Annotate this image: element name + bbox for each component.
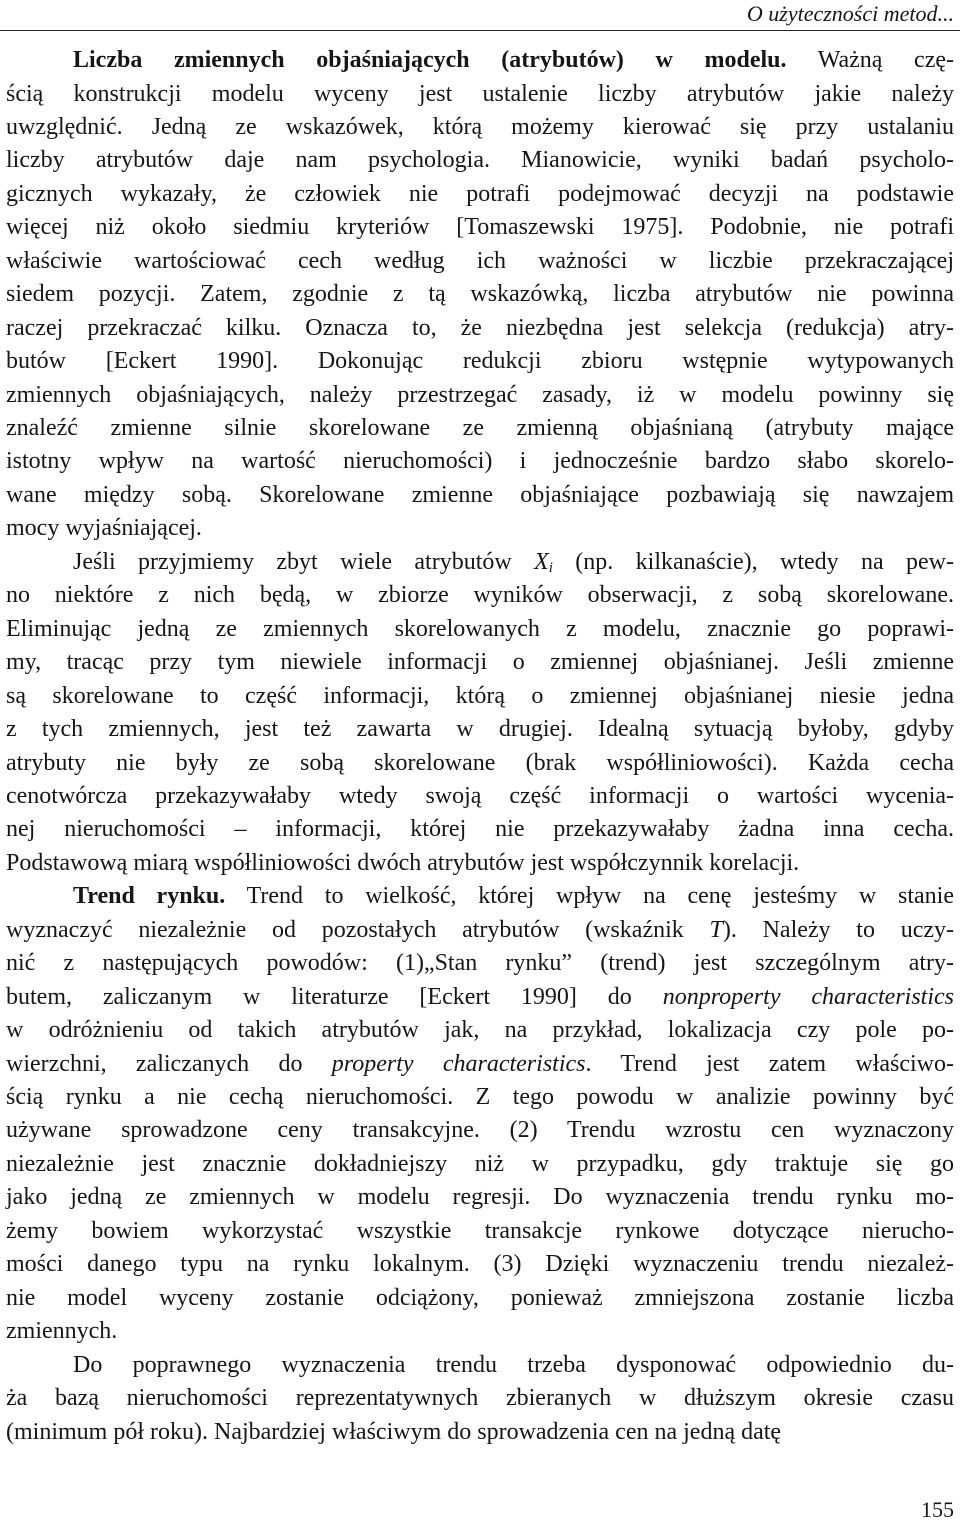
text-run: zmiennych.: [6, 1318, 118, 1345]
text-run: ścią rynku a nie cechą nieruchomości. Z tego powodu w analizie powinny być: [6, 1084, 954, 1110]
text-line: [6, 345, 954, 378]
text-run: wane między sobą. Skorelowane zmienne objaśniające pozbawiają się nawzajem: [6, 481, 954, 508]
text-run: my, tracąc przy tym niewiele informacji o zmiennej objaśnianej. Jeśli zmienne: [6, 649, 954, 676]
italic-run: i: [548, 559, 553, 576]
text-line: [6, 379, 954, 412]
text-line: [6, 144, 954, 177]
text-run: zmiennych objaśniających, należy przestrzegać zasady, iż w modelu powinny się: [6, 381, 954, 408]
text-run: wyznaczyć niezależnie od pozostałych atrybutów (wskaźnik: [6, 916, 710, 943]
text-run: wierzchni, zaliczanych do: [6, 1050, 332, 1077]
text-line: [6, 680, 954, 713]
text-line: [6, 1282, 954, 1315]
text-line: [6, 914, 954, 947]
text-run: siedem pozycji. Zatem, zgodnie z tą wskazówką, liczba atrybutów nie powinna: [6, 281, 954, 308]
text-line: [6, 1215, 954, 1248]
text-run: (np. kilkanaście), wtedy na pew-: [552, 548, 955, 575]
text-run: . Trend jest zatem właściwo-: [585, 1050, 954, 1077]
italic-run: T: [709, 916, 723, 943]
text-line: [6, 412, 954, 445]
text-line: [6, 1181, 954, 1214]
text-run: ża bazą nieruchomości reprezentatywnych zbieranych w dłuższym okresie czasu: [6, 1385, 954, 1411]
text-line: [6, 613, 954, 646]
text-line: [6, 1081, 954, 1114]
text-line: [6, 847, 954, 880]
text-run: Trend to wielkość, której wpływ na cenę jesteśmy w stanie: [225, 883, 954, 910]
text-run: Ważną czę-: [786, 47, 954, 73]
text-line: [6, 1048, 954, 1081]
text-run: cenotwórcza przekazywałaby wtedy swoją część informacji o wartości wycenia-: [6, 782, 954, 809]
text-run: (minimum pół roku). Najbardziej właściwym do sprowadzenia cen na jedną datę: [6, 1418, 782, 1445]
text-run: są skorelowane to część informacji, którą o zmiennej objaśnianej niesie jedna: [6, 682, 954, 709]
text-run: Jeśli przyjmiemy zbyt wiele atrybutów: [73, 548, 535, 575]
italic-run: nonproperty characteristics: [662, 983, 954, 1010]
text-run: liczby atrybutów daje nam psychologia. Mianowicie, wyniki badań psycholo-: [6, 147, 954, 174]
text-run: istotny wpływ na wartość nieruchomości) i jednocześnie bardzo słabo skorelo-: [6, 448, 954, 475]
text-run: z tych zmiennych, jest też zawarta w drugiej. Idealną sytuacją byłoby, gdyby: [6, 716, 954, 742]
text-run: używane sprowadzone ceny transakcyjne. (2) Trendu wzrostu cen wyznaczony: [6, 1117, 954, 1144]
text-line: [6, 1315, 954, 1348]
text-line: [6, 178, 954, 211]
text-line: [73, 880, 954, 913]
header-rule: [0, 30, 960, 31]
text-line: [6, 312, 954, 345]
text-line: [6, 1148, 954, 1181]
text-run: ). Należy to uczy-: [722, 916, 954, 943]
text-run: znaleźć zmienne silnie skorelowane ze zmienną objaśnianą (atrybuty mające: [6, 415, 954, 441]
text-run: Do poprawnego wyznaczenia trendu trzeba dysponować odpowiednio du-: [73, 1351, 954, 1378]
text-run: Podstawową miarą współliniowości dwóch atrybutów jest współczynnik korelacji.: [6, 849, 800, 876]
text-line: [6, 278, 954, 311]
text-run: właściwie wartościować cech według ich ważności w liczbie przekraczającej: [6, 247, 954, 274]
text-run: ścią konstrukcji modelu wyceny jest ustalenie liczby atrybutów jakie należy: [6, 80, 954, 107]
text-run: mości danego typu na rynku lokalnym. (3) Dzięki wyznaczeniu trendu niezależ-: [6, 1251, 954, 1278]
text-line: [6, 646, 954, 679]
text-run: w odróżnieniu od takich atrybutów jak, na przykład, lokalizacja czy pole po-: [6, 1017, 954, 1044]
text-run: Eliminując jedną ze zmiennych skorelowanych z modelu, znacznie go poprawi-: [6, 615, 954, 642]
text-line: [6, 579, 954, 612]
text-line: [6, 78, 954, 111]
text-run: raczej przekraczać kilku. Oznacza to, że niezbędna jest selekcja (redukcja) atry-: [6, 314, 954, 341]
text-run: atrybuty nie były ze sobą skorelowane (brak współliniowości). Każda cecha: [6, 749, 954, 776]
text-run: gicznych wykazały, że człowiek nie potrafi podejmować decyzji na podstawie: [6, 180, 954, 207]
text-line: [6, 947, 954, 980]
italic-run: X: [534, 548, 549, 575]
text-line: [6, 211, 954, 244]
text-line: [6, 245, 954, 278]
text-line: [6, 713, 954, 746]
text-run: uwzględnić. Jedną ze wskazówek, którą możemy kierować się przy ustalaniu: [6, 113, 954, 140]
text-line: [6, 981, 954, 1014]
text-line: [6, 780, 954, 813]
text-line: [6, 1014, 954, 1047]
text-line: [6, 1114, 954, 1147]
text-run: żemy bowiem wykorzystać wszystkie transakcje rynkowe dotyczące nierucho-: [6, 1217, 954, 1244]
text-line: [6, 813, 954, 846]
bold-run: Liczba zmiennych objaśniających (atrybutów) w modelu.: [73, 47, 787, 73]
text-run: nić z następujących powodów: (1)„Stan rynku” (trend) jest szczególnym atry-: [6, 950, 954, 977]
text-line: [6, 512, 954, 545]
text-line: [73, 44, 954, 77]
text-line: [6, 1382, 954, 1415]
text-line: [6, 445, 954, 478]
italic-run: property characteristics: [331, 1050, 586, 1077]
text-run: jako jedną ze zmiennych w modelu regresji. Do wyznaczenia trendu rynku mo-: [6, 1184, 954, 1211]
text-run: no niektóre z nich będą, w zbiorze wyników obserwacji, z sobą skorelowane.: [6, 582, 954, 609]
page-number: 155: [921, 1497, 954, 1522]
text-line: [6, 1416, 954, 1449]
text-run: niezależnie jest znacznie dokładniejszy niż w przypadku, gdy traktuje się go: [6, 1150, 954, 1177]
text-line: [73, 1349, 954, 1382]
text-run: nie model wyceny zostanie odciążony, ponieważ zmniejszona zostanie liczba: [6, 1284, 954, 1311]
text-line: [6, 1248, 954, 1281]
text-line: [6, 747, 954, 780]
running-header: O użyteczności metod...: [746, 1, 954, 26]
text-line: [6, 111, 954, 144]
text-run: nej nieruchomości – informacji, której nie przekazywałaby żadna inna cecha.: [6, 816, 954, 843]
text-run: butów [Eckert 1990]. Dokonując redukcji zbioru wstępnie wytypowanych: [6, 348, 954, 375]
text-line: [6, 479, 954, 512]
text-run: butem, zaliczanym w literaturze [Eckert 1990] do: [6, 983, 663, 1010]
bold-run: Trend rynku.: [73, 883, 226, 910]
text-run: więcej niż około siedmiu kryteriów [Tomaszewski 1975]. Podobnie, nie potrafi: [6, 214, 954, 241]
text-run: mocy wyjaśniającej.: [6, 515, 202, 542]
